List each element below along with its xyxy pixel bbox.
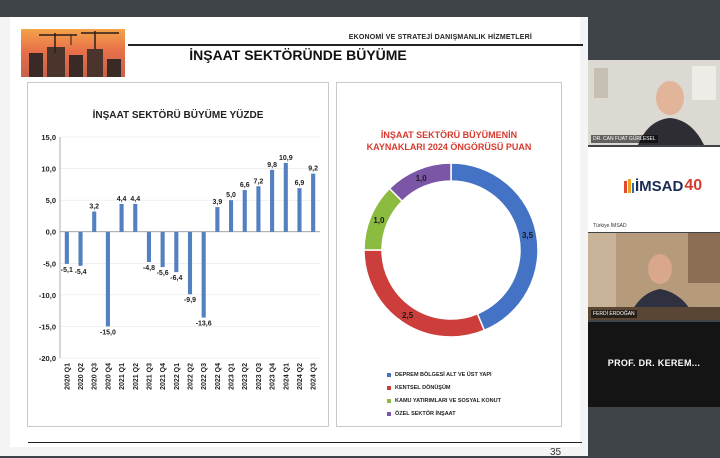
legend-swatch: [387, 373, 391, 377]
participant-video-tile[interactable]: [588, 322, 720, 407]
bar-value-label: 6,9: [294, 180, 305, 188]
x-tick-label: 2023 Q2: [242, 363, 250, 390]
donut-title-line-1: İNŞAAT SEKTÖRÜ BÜYÜMENİN: [380, 130, 518, 140]
bar: [120, 204, 124, 232]
x-tick-label: 2020 Q3: [91, 363, 99, 390]
growth-sources-donut-panel: [336, 82, 562, 427]
x-tick-label: 2022 Q3: [201, 363, 209, 390]
imsad-logo: [624, 177, 702, 195]
bar-value-label: 7,2: [253, 178, 264, 186]
bar-value-label: -5,6: [156, 270, 169, 278]
y-tick-label: 15,0: [41, 133, 56, 142]
bar: [202, 232, 206, 318]
y-tick-label: 10,0: [41, 164, 56, 174]
anniversary-number: 40: [684, 177, 703, 194]
bar-value-label: -5,4: [74, 268, 87, 276]
bar-value-label: -4,8: [142, 265, 155, 273]
bar-value-label: 6,6: [239, 182, 250, 190]
donut-slice: [364, 250, 484, 337]
x-tick-label: 2021 Q3: [146, 363, 154, 390]
bar-value-label: 4,4: [116, 195, 127, 203]
x-tick-label: 2023 Q4: [269, 363, 277, 390]
presentation-slide: [0, 17, 588, 456]
bar-value-label: -9,9: [183, 297, 197, 305]
legend-item: [387, 368, 501, 381]
bar-value-label: 5,0: [226, 192, 236, 200]
bar: [106, 232, 110, 327]
participant-video-tile[interactable]: [588, 233, 720, 320]
y-tick-label: 5,0: [45, 196, 56, 206]
x-tick-label: 2021 Q4: [160, 363, 168, 390]
bar-value-label: 9,2: [308, 165, 319, 173]
slice-value-label: 1,0: [415, 173, 427, 183]
legend-label: DEPREM BÖLGESİ ALT VE ÜST YAPI: [395, 371, 492, 378]
x-tick-label: 2024 Q2: [296, 363, 304, 390]
footer-rule: [28, 442, 582, 443]
participant-name: PROF. DR. KEREM...: [607, 358, 701, 368]
participant-video-tile[interactable]: [588, 60, 720, 145]
legend-label: ÖZEL SEKTÖR İNŞAAT: [395, 410, 456, 417]
bar: [243, 190, 247, 232]
slice-value-label: 2,5: [402, 310, 414, 320]
legend-swatch: [387, 386, 391, 390]
x-tick-label: 2024 Q3: [310, 363, 318, 390]
x-tick-label: 2021 Q1: [119, 363, 127, 390]
x-tick-label: 2022 Q2: [187, 363, 195, 390]
x-tick-label: 2020 Q4: [105, 363, 113, 390]
bar-chart-title: İNŞAAT SEKTÖRÜ BÜYÜME YÜZDE: [92, 110, 264, 121]
x-tick-label: 2020 Q2: [78, 363, 86, 390]
y-tick-label: -10,0: [38, 290, 56, 300]
crane-skyline-illustration: [21, 29, 125, 77]
bar: [229, 200, 233, 232]
legend-item: [387, 407, 501, 420]
bar: [174, 232, 178, 272]
imsad-logo-text: İMSAD: [635, 177, 684, 195]
bar: [147, 232, 151, 262]
bar-value-label: 3,2: [89, 203, 100, 211]
donut-slice: [451, 163, 538, 330]
page-number: 35: [550, 447, 562, 458]
bar: [92, 212, 96, 232]
participant-panel: [588, 0, 720, 456]
speaker-video: [588, 60, 720, 145]
x-tick-label: 2021 Q2: [132, 363, 140, 390]
slice-value-label: 3,5: [521, 230, 534, 240]
bar-value-label: -5,1: [60, 266, 73, 274]
title-rule: [128, 44, 583, 46]
y-tick-label: -5,0: [43, 259, 56, 269]
bar-value-label: 10,9: [278, 154, 293, 162]
bar: [284, 163, 288, 232]
construction-banner-image: [21, 29, 125, 77]
slide-title: İNŞAAT SEKTÖRÜNDE BÜYÜME: [189, 47, 407, 63]
bar-value-label: 9,8: [267, 161, 277, 169]
participant-name: Türkiye İMSAD: [593, 223, 627, 229]
legend-swatch: [387, 412, 391, 416]
bar: [215, 207, 219, 232]
bar-value-label: -13,6: [195, 320, 212, 328]
participant-name: FERDİ ERDOĞAN: [593, 311, 635, 317]
legend-label: KENTSEL DÖNÜŞÜM: [395, 384, 451, 391]
bar-value-label: -15,0: [99, 329, 116, 337]
legend-item: [387, 381, 501, 394]
donut-title-line-2: KAYNAKLARI 2024 ÖNGÖRÜSÜ PUAN: [366, 142, 532, 152]
x-tick-label: 2023 Q1: [228, 363, 236, 390]
bar: [133, 204, 137, 232]
bar: [270, 170, 274, 232]
bar: [78, 232, 82, 266]
y-tick-label: -15,0: [38, 322, 56, 332]
x-tick-label: 2023 Q3: [255, 363, 263, 390]
participant-name: DR. CAN FUAT GÜRLESEL: [593, 136, 656, 142]
bar-value-label: 3,9: [212, 199, 223, 207]
bar: [188, 232, 192, 295]
legend-item: [387, 394, 501, 407]
legend-label: KAMU YATIRIMLARI VE SOSYAL KONUT: [395, 397, 501, 404]
x-tick-label: 2024 Q1: [283, 363, 291, 390]
bar: [256, 186, 260, 231]
x-tick-label: 2022 Q1: [173, 363, 181, 390]
bar: [65, 232, 69, 264]
bar: [311, 174, 315, 232]
x-tick-label: 2020 Q1: [64, 363, 72, 390]
legend-swatch: [387, 399, 391, 403]
y-tick-label: 0,0: [45, 227, 56, 237]
bar-value-label: -6,4: [170, 275, 183, 283]
donut-legend: [387, 368, 501, 420]
bar: [161, 232, 165, 267]
imsad-logo-mark: [624, 179, 634, 193]
company-name: EKONOMİ VE STRATEJİ DANIŞMANLIK HİZMETLERİ: [348, 34, 532, 41]
bar: [297, 188, 301, 232]
slice-value-label: 1,0: [373, 216, 385, 226]
growth-bar-chart: [28, 83, 328, 426]
speaker-video: [588, 233, 720, 320]
growth-bar-chart-panel: [27, 82, 329, 427]
y-tick-label: -20,0: [38, 354, 56, 363]
participant-video-tile[interactable]: [588, 147, 720, 232]
bar-value-label: 4,4: [130, 195, 141, 203]
x-tick-label: 2022 Q4: [214, 363, 222, 390]
